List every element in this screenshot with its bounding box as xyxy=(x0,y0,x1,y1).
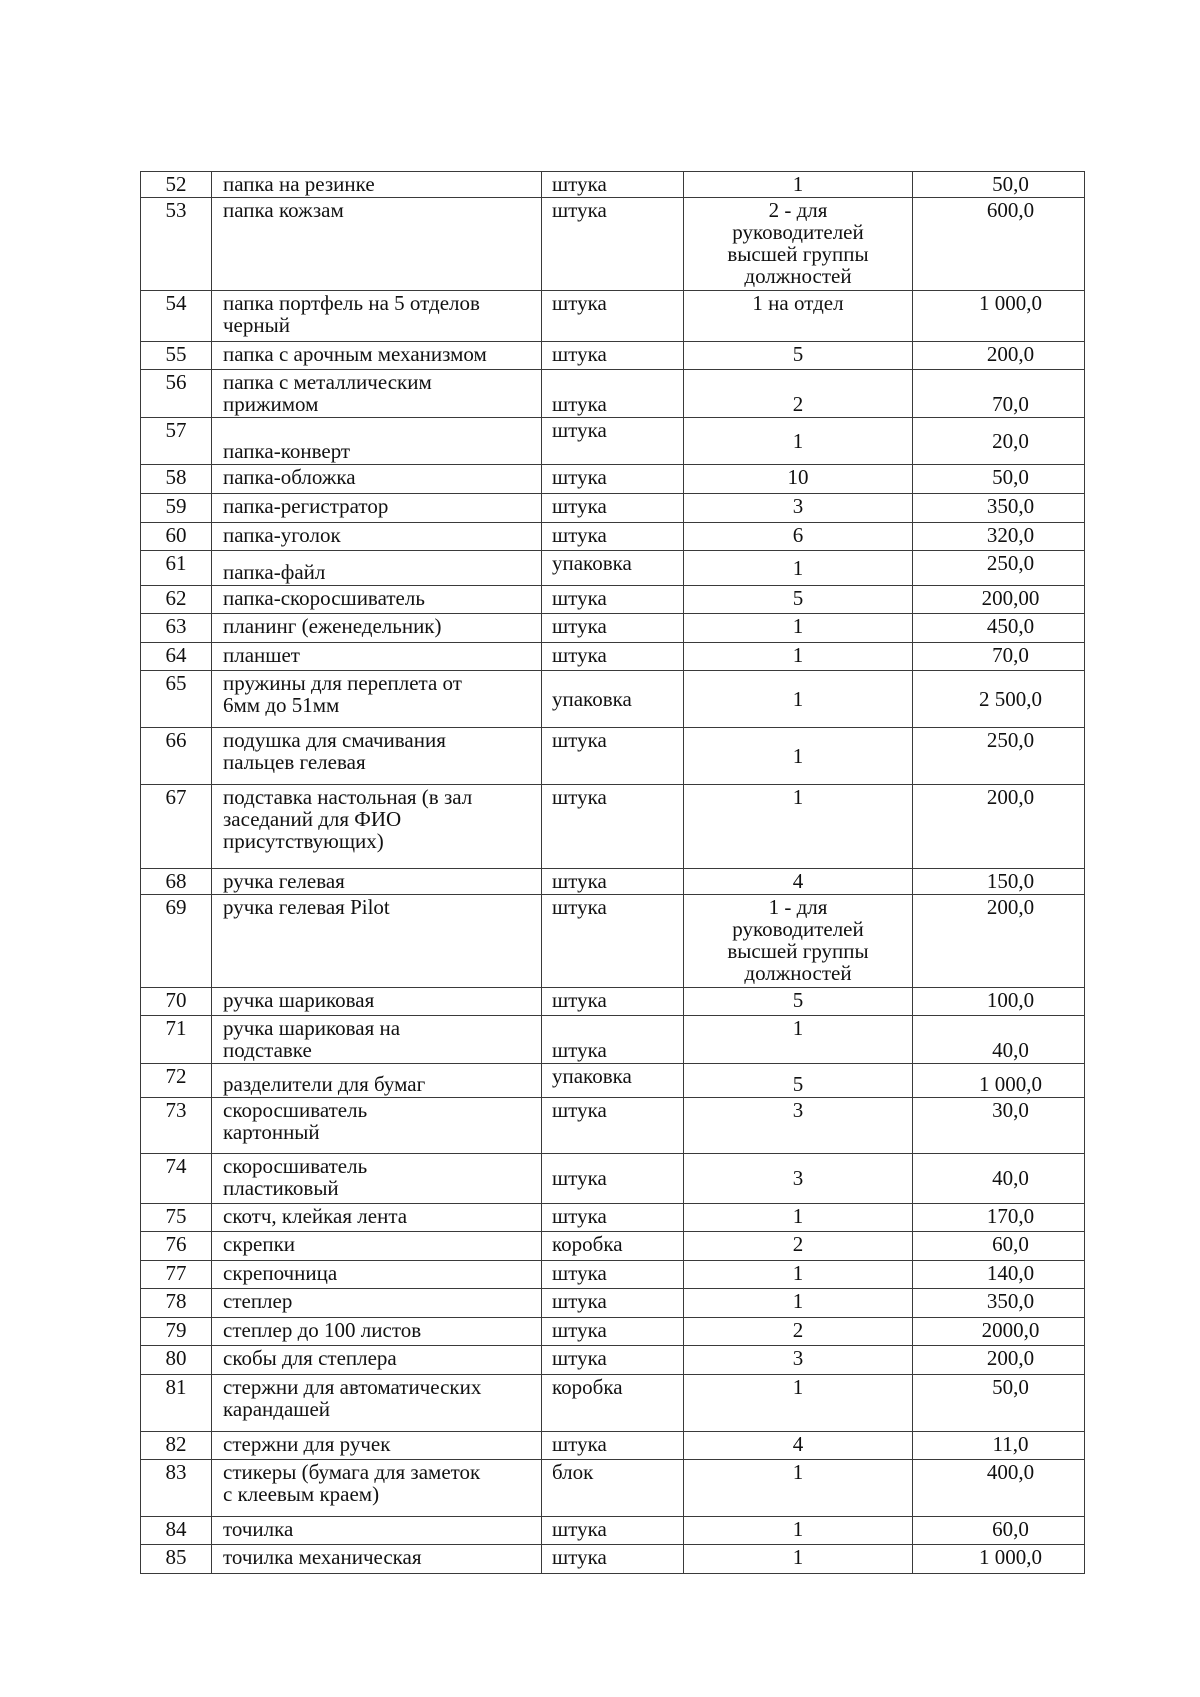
quantity-cell: 1 xyxy=(684,1460,913,1517)
item-name-cell: степлер xyxy=(212,1289,542,1318)
price-cell: 200,00 xyxy=(913,586,1085,614)
unit-cell: штука xyxy=(542,1432,684,1460)
table-row xyxy=(141,172,1085,198)
quantity-cell: 3 xyxy=(684,1154,913,1204)
table-row xyxy=(141,1016,1085,1064)
quantity-cell: 1 xyxy=(684,671,913,728)
row-number-cell: 60 xyxy=(141,523,212,551)
item-name-cell: папка-уголок xyxy=(212,523,542,551)
unit-cell: упаковка xyxy=(542,671,684,728)
price-cell: 30,0 xyxy=(913,1098,1085,1154)
price-cell: 250,0 xyxy=(913,728,1085,785)
item-name-cell: скоросшиватель картонный xyxy=(212,1098,542,1154)
price-cell: 11,0 xyxy=(913,1432,1085,1460)
unit-cell: штука xyxy=(542,614,684,643)
quantity-cell: 1 xyxy=(684,1289,913,1318)
price-cell: 400,0 xyxy=(913,1460,1085,1517)
table-row xyxy=(141,551,1085,586)
unit-cell: штука xyxy=(542,895,684,988)
unit-cell: штука xyxy=(542,586,684,614)
row-number-cell: 71 xyxy=(141,1016,212,1064)
table-row xyxy=(141,869,1085,895)
row-number-cell: 69 xyxy=(141,895,212,988)
price-cell: 350,0 xyxy=(913,494,1085,523)
item-name-cell: подушка для смачивания пальцев гелевая xyxy=(212,728,542,785)
row-number-cell: 83 xyxy=(141,1460,212,1517)
table-row xyxy=(141,1204,1085,1232)
quantity-cell: 1 xyxy=(684,418,913,465)
item-name-cell: стержни для автоматических карандашей xyxy=(212,1375,542,1432)
table-row xyxy=(141,198,1085,291)
price-cell: 170,0 xyxy=(913,1204,1085,1232)
table-row xyxy=(141,895,1085,988)
price-cell: 50,0 xyxy=(913,1375,1085,1432)
quantity-cell: 1 xyxy=(684,551,913,586)
unit-cell: штука xyxy=(542,291,684,342)
table-row xyxy=(141,291,1085,342)
item-name-cell: планинг (еженедельник) xyxy=(212,614,542,643)
quantity-cell: 5 xyxy=(684,342,913,370)
unit-cell: штука xyxy=(542,1545,684,1574)
price-cell: 450,0 xyxy=(913,614,1085,643)
row-number-cell: 81 xyxy=(141,1375,212,1432)
row-number-cell: 62 xyxy=(141,586,212,614)
row-number-cell: 68 xyxy=(141,869,212,895)
quantity-cell: 2 xyxy=(684,1232,913,1261)
item-name-cell: папка-регистратор xyxy=(212,494,542,523)
row-number-cell: 74 xyxy=(141,1154,212,1204)
price-cell: 200,0 xyxy=(913,895,1085,988)
unit-cell: штука xyxy=(542,1204,684,1232)
table-row xyxy=(141,1289,1085,1318)
table-row xyxy=(141,1232,1085,1261)
row-number-cell: 66 xyxy=(141,728,212,785)
row-number-cell: 73 xyxy=(141,1098,212,1154)
table-row xyxy=(141,1346,1085,1375)
item-name-cell: разделители для бумаг xyxy=(212,1064,542,1098)
item-name-cell: папка кожзам xyxy=(212,198,542,291)
price-cell: 200,0 xyxy=(913,785,1085,869)
price-cell: 40,0 xyxy=(913,1154,1085,1204)
row-number-cell: 64 xyxy=(141,643,212,671)
price-cell: 200,0 xyxy=(913,342,1085,370)
unit-cell: упаковка xyxy=(542,551,684,586)
quantity-cell: 5 xyxy=(684,1064,913,1098)
unit-cell: штука xyxy=(542,342,684,370)
unit-cell: штука xyxy=(542,1289,684,1318)
price-cell: 70,0 xyxy=(913,643,1085,671)
quantity-cell: 1 xyxy=(684,1016,913,1064)
price-cell: 2000,0 xyxy=(913,1318,1085,1346)
item-name-cell: точилка xyxy=(212,1517,542,1545)
item-name-cell: скрепки xyxy=(212,1232,542,1261)
item-name-cell: папка-обложка xyxy=(212,465,542,494)
unit-cell: штука xyxy=(542,1098,684,1154)
price-cell: 350,0 xyxy=(913,1289,1085,1318)
quantity-cell: 1 xyxy=(684,1375,913,1432)
quantity-cell: 1 xyxy=(684,1204,913,1232)
row-number-cell: 70 xyxy=(141,988,212,1016)
unit-cell: штука xyxy=(542,465,684,494)
table-row xyxy=(141,1375,1085,1432)
item-name-cell: папка на резинке xyxy=(212,172,542,198)
table-row xyxy=(141,785,1085,869)
quantity-cell: 5 xyxy=(684,586,913,614)
unit-cell: штука xyxy=(542,1346,684,1375)
unit-cell: штука xyxy=(542,1517,684,1545)
unit-cell: штука xyxy=(542,370,684,418)
row-number-cell: 63 xyxy=(141,614,212,643)
unit-cell: штука xyxy=(542,1318,684,1346)
price-cell: 600,0 xyxy=(913,198,1085,291)
price-cell: 200,0 xyxy=(913,1346,1085,1375)
item-name-cell: подставка настольная (в зал заседаний для ФИО присутствующих) xyxy=(212,785,542,869)
quantity-cell: 2 xyxy=(684,370,913,418)
table-row xyxy=(141,1064,1085,1098)
table-row xyxy=(141,728,1085,785)
item-name-cell: скотч, клейкая лента xyxy=(212,1204,542,1232)
table-row xyxy=(141,1432,1085,1460)
quantity-cell: 3 xyxy=(684,1098,913,1154)
item-name-cell: пружины для переплета от 6мм до 51мм xyxy=(212,671,542,728)
quantity-cell: 1 xyxy=(684,614,913,643)
row-number-cell: 61 xyxy=(141,551,212,586)
unit-cell: штука xyxy=(542,494,684,523)
price-cell: 320,0 xyxy=(913,523,1085,551)
quantity-cell: 1 xyxy=(684,728,913,785)
row-number-cell: 77 xyxy=(141,1261,212,1289)
unit-cell: штука xyxy=(542,988,684,1016)
table-row xyxy=(141,586,1085,614)
row-number-cell: 54 xyxy=(141,291,212,342)
quantity-cell: 1 xyxy=(684,1517,913,1545)
unit-cell: штука xyxy=(542,869,684,895)
unit-cell: штука xyxy=(542,198,684,291)
item-name-cell: папка-файл xyxy=(212,551,542,586)
unit-cell: штука xyxy=(542,418,684,465)
quantity-cell: 1 xyxy=(684,785,913,869)
row-number-cell: 80 xyxy=(141,1346,212,1375)
price-cell: 1 000,0 xyxy=(913,291,1085,342)
quantity-cell: 4 xyxy=(684,869,913,895)
price-cell: 60,0 xyxy=(913,1517,1085,1545)
table-row xyxy=(141,494,1085,523)
quantity-cell: 1 на отдел xyxy=(684,291,913,342)
row-number-cell: 75 xyxy=(141,1204,212,1232)
quantity-cell: 2 - для руководителей высшей группы должностей xyxy=(684,198,913,291)
unit-cell: упаковка xyxy=(542,1064,684,1098)
table-row xyxy=(141,1154,1085,1204)
table-row xyxy=(141,671,1085,728)
price-cell: 140,0 xyxy=(913,1261,1085,1289)
table-row xyxy=(141,1098,1085,1154)
quantity-cell: 10 xyxy=(684,465,913,494)
quantity-cell: 4 xyxy=(684,1432,913,1460)
quantity-cell: 1 xyxy=(684,643,913,671)
unit-cell: штука xyxy=(542,1154,684,1204)
unit-cell: штука xyxy=(542,1016,684,1064)
item-name-cell: стержни для ручек xyxy=(212,1432,542,1460)
price-cell: 250,0 xyxy=(913,551,1085,586)
price-cell: 40,0 xyxy=(913,1016,1085,1064)
quantity-cell: 3 xyxy=(684,1346,913,1375)
price-cell: 2 500,0 xyxy=(913,671,1085,728)
row-number-cell: 76 xyxy=(141,1232,212,1261)
price-cell: 100,0 xyxy=(913,988,1085,1016)
item-name-cell: ручка гелевая xyxy=(212,869,542,895)
price-cell: 20,0 xyxy=(913,418,1085,465)
price-cell: 150,0 xyxy=(913,869,1085,895)
table-row xyxy=(141,1261,1085,1289)
row-number-cell: 53 xyxy=(141,198,212,291)
item-name-cell: папка-конверт xyxy=(212,418,542,465)
unit-cell: штука xyxy=(542,1261,684,1289)
price-cell: 1 000,0 xyxy=(913,1545,1085,1574)
item-name-cell: планшет xyxy=(212,643,542,671)
quantity-cell: 6 xyxy=(684,523,913,551)
table-row xyxy=(141,988,1085,1016)
table-row xyxy=(141,465,1085,494)
row-number-cell: 84 xyxy=(141,1517,212,1545)
unit-cell: штука xyxy=(542,172,684,198)
item-name-cell: ручка шариковая xyxy=(212,988,542,1016)
table-row xyxy=(141,523,1085,551)
item-name-cell: папка с металлическим прижимом xyxy=(212,370,542,418)
item-name-cell: стикеры (бумага для заметок с клеевым краем) xyxy=(212,1460,542,1517)
quantity-cell: 1 xyxy=(684,172,913,198)
unit-cell: блок xyxy=(542,1460,684,1517)
row-number-cell: 72 xyxy=(141,1064,212,1098)
table-row xyxy=(141,1545,1085,1574)
table-row xyxy=(141,1318,1085,1346)
item-name-cell: скрепочница xyxy=(212,1261,542,1289)
item-name-cell: папка портфель на 5 отделов черный xyxy=(212,291,542,342)
row-number-cell: 82 xyxy=(141,1432,212,1460)
row-number-cell: 67 xyxy=(141,785,212,869)
table-row xyxy=(141,614,1085,643)
row-number-cell: 78 xyxy=(141,1289,212,1318)
row-number-cell: 52 xyxy=(141,172,212,198)
unit-cell: штука xyxy=(542,523,684,551)
table-row xyxy=(141,418,1085,465)
item-name-cell: точилка механическая xyxy=(212,1545,542,1574)
unit-cell: коробка xyxy=(542,1375,684,1432)
table-row xyxy=(141,342,1085,370)
price-cell: 60,0 xyxy=(913,1232,1085,1261)
table-row xyxy=(141,1460,1085,1517)
price-cell: 50,0 xyxy=(913,172,1085,198)
unit-cell: коробка xyxy=(542,1232,684,1261)
unit-cell: штука xyxy=(542,643,684,671)
quantity-cell: 5 xyxy=(684,988,913,1016)
row-number-cell: 56 xyxy=(141,370,212,418)
unit-cell: штука xyxy=(542,728,684,785)
quantity-cell: 2 xyxy=(684,1318,913,1346)
item-name-cell: степлер до 100 листов xyxy=(212,1318,542,1346)
row-number-cell: 59 xyxy=(141,494,212,523)
supplies-table xyxy=(140,171,1085,1574)
item-name-cell: ручка шариковая на подставке xyxy=(212,1016,542,1064)
price-cell: 1 000,0 xyxy=(913,1064,1085,1098)
quantity-cell: 1 - для руководителей высшей группы должностей xyxy=(684,895,913,988)
row-number-cell: 85 xyxy=(141,1545,212,1574)
item-name-cell: папка-скоросшиватель xyxy=(212,586,542,614)
table-row xyxy=(141,370,1085,418)
item-name-cell: скобы для степлера xyxy=(212,1346,542,1375)
quantity-cell: 1 xyxy=(684,1261,913,1289)
table-row xyxy=(141,1517,1085,1545)
supplies-table-body xyxy=(141,172,1085,1574)
price-cell: 70,0 xyxy=(913,370,1085,418)
row-number-cell: 55 xyxy=(141,342,212,370)
row-number-cell: 79 xyxy=(141,1318,212,1346)
row-number-cell: 58 xyxy=(141,465,212,494)
unit-cell: штука xyxy=(542,785,684,869)
item-name-cell: папка с арочным механизмом xyxy=(212,342,542,370)
price-cell: 50,0 xyxy=(913,465,1085,494)
row-number-cell: 57 xyxy=(141,418,212,465)
quantity-cell: 1 xyxy=(684,1545,913,1574)
quantity-cell: 3 xyxy=(684,494,913,523)
item-name-cell: ручка гелевая Pilot xyxy=(212,895,542,988)
row-number-cell: 65 xyxy=(141,671,212,728)
table-row xyxy=(141,643,1085,671)
item-name-cell: скоросшиватель пластиковый xyxy=(212,1154,542,1204)
